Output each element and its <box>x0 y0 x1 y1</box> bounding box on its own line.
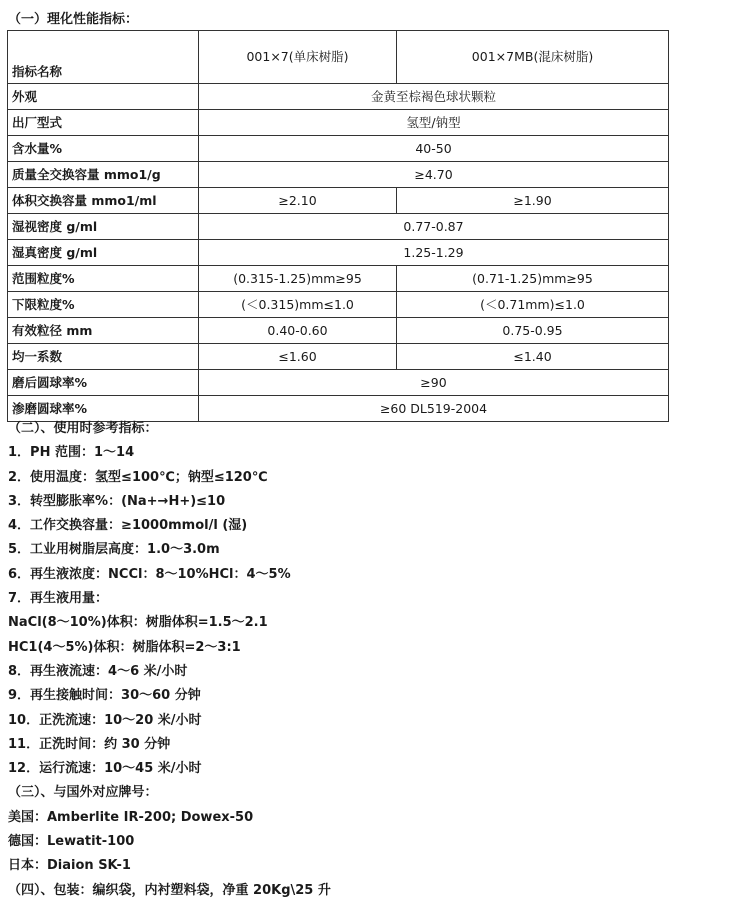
row-name-volume-capacity: 体积交换容量 mmo1/ml <box>8 188 199 214</box>
row-name-attrition: 磨后圆球率% <box>8 370 199 396</box>
row-name-range-size: 范围粒度% <box>8 266 199 292</box>
spec-table <box>7 30 669 422</box>
table-header-row <box>8 31 669 84</box>
row-name-wet-true-density: 湿真密度 g/ml <box>8 240 199 266</box>
row-col1-effective-size: 0.40-0.60 <box>199 318 397 344</box>
row-name-mass-capacity: 质量全交换容量 mmo1/g <box>8 162 199 188</box>
note-line: 2．使用温度：氢型≤100℃；钠型≤120℃ <box>8 469 268 485</box>
table-row <box>8 266 669 292</box>
section-2-title: （二）、使用时参考指标： <box>8 421 158 436</box>
row-name-effective-size: 有效粒径 mm <box>8 318 199 344</box>
note-line: 8．再生液流速：4～6 米/小时 <box>8 663 188 679</box>
note-line: 4．工作交换容量：≥1000mmol/l (湿) <box>8 518 248 534</box>
row-col2-range-size: (0.71-1.25)mm≥95 <box>397 266 669 292</box>
header-indicator-name: 指标名称 <box>8 31 199 84</box>
table-row <box>8 188 669 214</box>
row-col1-lower-limit-size: (＜0.315)mm≤1.0 <box>199 292 397 318</box>
row-name-lower-limit-size: 下限粒度% <box>8 292 199 318</box>
row-col1-volume-capacity: ≥2.10 <box>199 188 397 214</box>
section-4-title: （四）、包装：编织袋，内衬塑料袋，净重 20Kg\25 升 <box>8 882 331 898</box>
row-value-appearance: 金黄至棕褐色球状颗粒 <box>199 84 669 110</box>
table-row <box>8 214 669 240</box>
row-value-wet-apparent-density: 0.77-0.87 <box>199 214 669 240</box>
table-row <box>8 136 669 162</box>
header-col-mixed-bed: 001×7MB(混床树脂) <box>397 31 669 84</box>
row-col2-uniformity: ≤1.40 <box>397 344 669 370</box>
table-row <box>8 162 669 188</box>
note-line: 3．转型膨胀率%：(Na+→H+)≤10 <box>8 493 226 509</box>
row-value-wet-true-density: 1.25-1.29 <box>199 240 669 266</box>
row-value-moisture: 40-50 <box>199 136 669 162</box>
note-line: 1．PH 范围：1～14 <box>8 445 135 461</box>
row-value-osmotic: ≥60 DL519-2004 <box>199 396 669 422</box>
table-row <box>8 344 669 370</box>
note-line: NaCl(8～10%)体积：树脂体积=1.5～2.1 <box>8 615 268 631</box>
table-row <box>8 110 669 136</box>
row-col2-volume-capacity: ≥1.90 <box>397 188 669 214</box>
row-col1-uniformity: ≤1.60 <box>199 344 397 370</box>
brand-line: 德国：Lewatit-100 <box>8 834 135 850</box>
row-name-appearance: 外观 <box>8 84 199 110</box>
note-line: 6．再生液浓度：NCCl：8～10%HCl：4～5% <box>8 566 291 582</box>
row-name-type: 出厂型式 <box>8 110 199 136</box>
table-row <box>8 84 669 110</box>
row-value-attrition: ≥90 <box>199 370 669 396</box>
row-name-wet-apparent-density: 湿视密度 g/ml <box>8 214 199 240</box>
row-name-osmotic: 渗磨圆球率% <box>8 396 199 422</box>
table-row <box>8 292 669 318</box>
table-row <box>8 240 669 266</box>
brand-line: 日本：Diaion SK-1 <box>8 858 131 874</box>
note-line: 10．正洗流速：10～20 米/小时 <box>8 712 202 728</box>
usage-notes <box>8 417 738 903</box>
row-value-type: 氢型/钠型 <box>199 110 669 136</box>
brand-line: 美国：Amberlite IR-200; Dowex-50 <box>8 809 254 825</box>
section-1-title: （一）理化性能指标： <box>8 12 139 27</box>
row-value-mass-capacity: ≥4.70 <box>199 162 669 188</box>
note-line: HC1(4～5%)体积：树脂体积=2～3:1 <box>8 639 241 655</box>
row-col1-range-size: (0.315-1.25)mm≥95 <box>199 266 397 292</box>
note-line: 5．工业用树脂层高度：1.0～3.0m <box>8 542 220 558</box>
header-col-single-bed: 001×7(单床树脂) <box>199 31 397 84</box>
note-line: 12．运行流速：10～45 米/小时 <box>8 761 202 777</box>
note-line: 11．正洗时间：约 30 分钟 <box>8 736 171 752</box>
section-3-title: （三）、与国外对应牌号： <box>8 785 158 801</box>
note-line: 7．再生液用量： <box>8 591 109 607</box>
row-name-moisture: 含水量% <box>8 136 199 162</box>
table-row <box>8 370 669 396</box>
note-line: 9．再生接触时间：30～60 分钟 <box>8 688 201 704</box>
row-name-uniformity: 均一系数 <box>8 344 199 370</box>
row-col2-lower-limit-size: (＜0.71mm)≤1.0 <box>397 292 669 318</box>
table-row <box>8 318 669 344</box>
row-col2-effective-size: 0.75-0.95 <box>397 318 669 344</box>
